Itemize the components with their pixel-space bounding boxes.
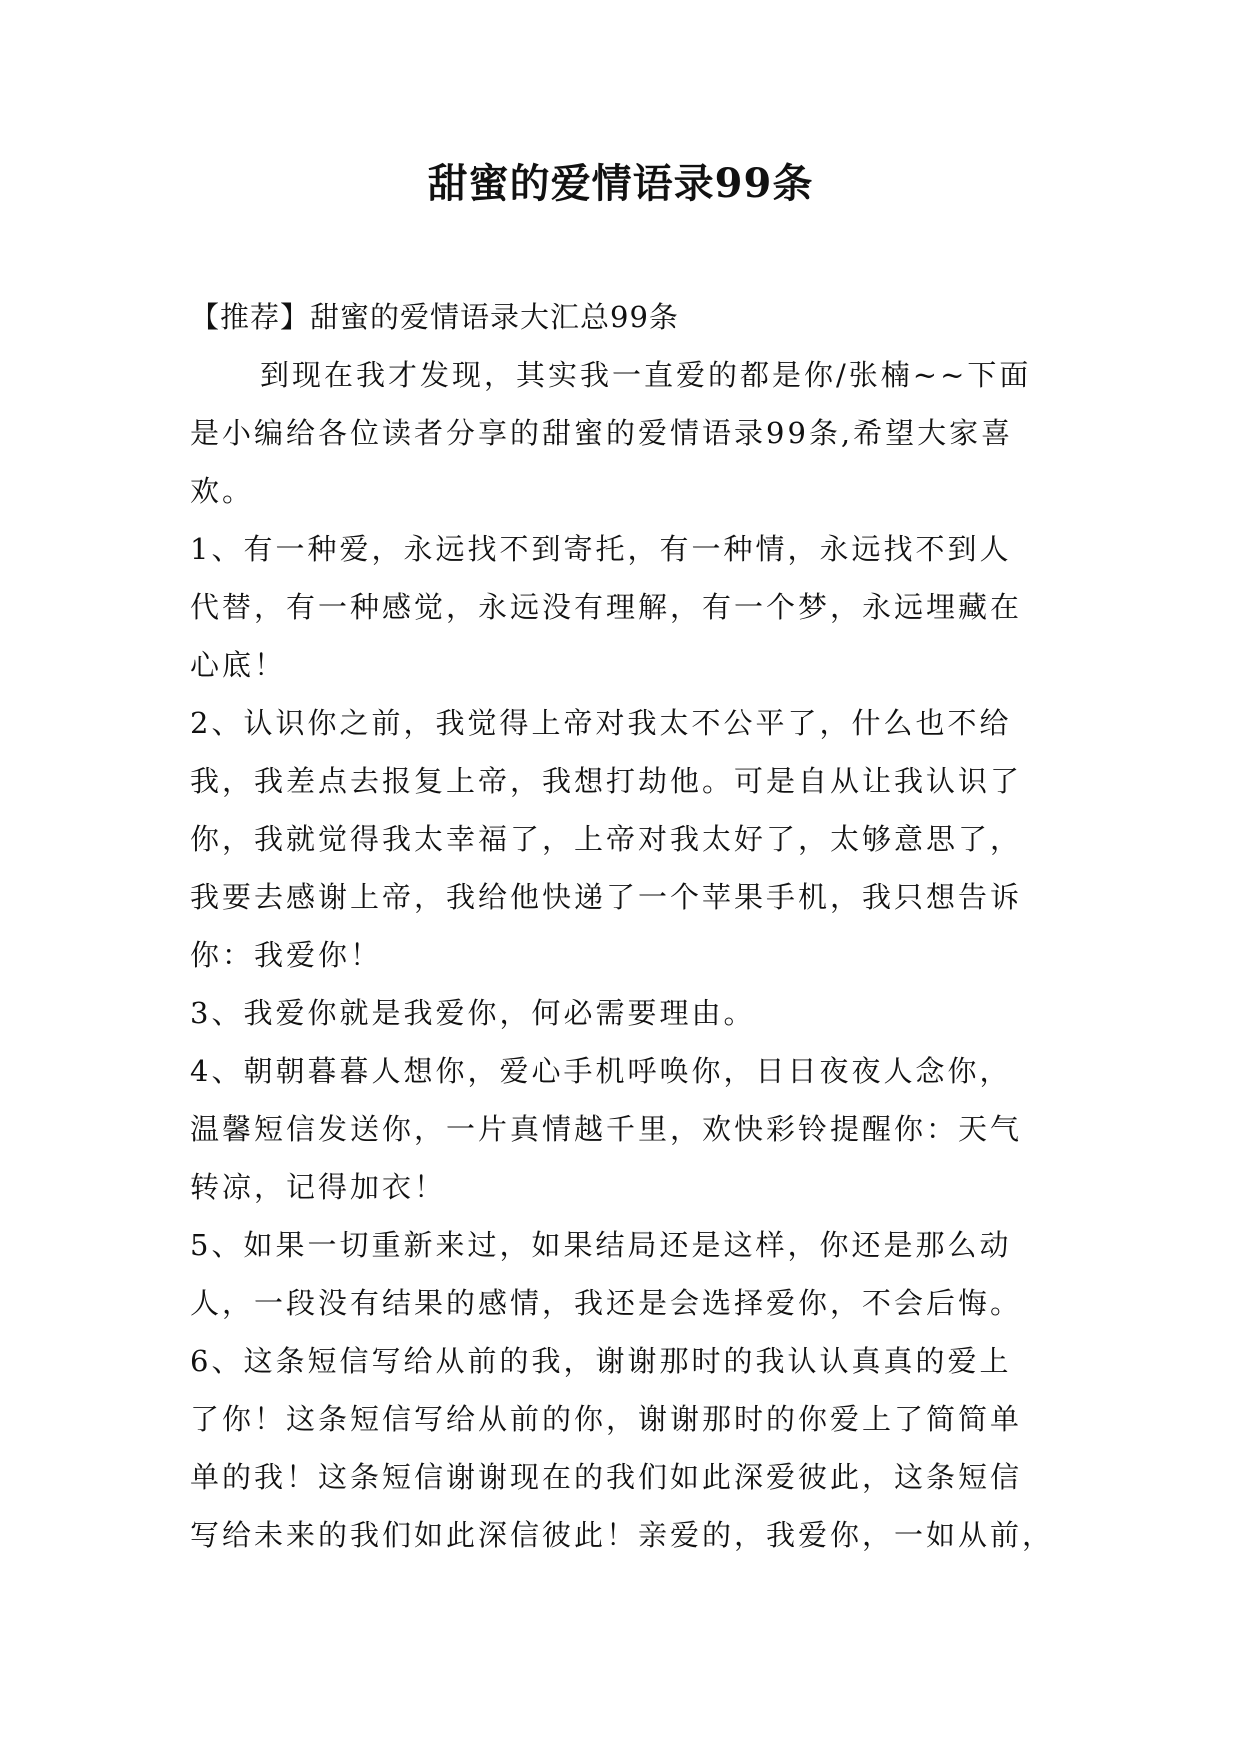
quote-line: 单的我！这条短信谢谢现在的我们如此深爱彼此，这条短信 (190, 1460, 1023, 1494)
quote-line: 5、如果一切重新来过，如果结局还是这样，你还是那么动 (190, 1228, 1012, 1262)
intro-line: 欢。 (190, 474, 255, 508)
quote-line: 代替，有一种感觉，永远没有理解，有一个梦，永远埋藏在 (190, 590, 1023, 624)
quote-line: 你：我爱你！ (190, 938, 383, 972)
quote-line: 3、我爱你就是我爱你，何必需要理由。 (190, 996, 756, 1030)
quote-line: 1、有一种爱，永远找不到寄托，有一种情，永远找不到人 (190, 532, 1012, 566)
quote-line: 温馨短信发送你，一片真情越千里，欢快彩铃提醒你：天气 (190, 1112, 1023, 1146)
quote-line: 人，一段没有结果的感情，我还是会选择爱你，不会后悔。 (190, 1286, 1023, 1320)
document-title: 甜蜜的爱情语录99条 (427, 160, 814, 207)
quote-line: 你，我就觉得我太幸福了，上帝对我太好了，太够意思了， (190, 822, 1023, 856)
quote-line: 2、认识你之前，我觉得上帝对我太不公平了，什么也不给 (190, 706, 1012, 740)
quote-line: 了你！这条短信写给从前的你，谢谢那时的你爱上了简简单 (190, 1402, 1023, 1436)
document-body (190, 288, 1060, 1564)
quote-line: 心底！ (190, 648, 287, 682)
intro-line: 到现在我才发现，其实我一直爱的都是你/张楠~~下面 (260, 358, 1032, 392)
recommend-line: 【推荐】甜蜜的爱情语录大汇总99条 (190, 300, 679, 334)
quote-line: 写给未来的我们如此深信彼此！亲爱的，我爱你，一如从前， (190, 1518, 1055, 1552)
intro-line: 是小编给各位读者分享的甜蜜的爱情语录99条,希望大家喜 (190, 416, 1014, 450)
quote-line: 6、这条短信写给从前的我，谢谢那时的我认认真真的爱上 (190, 1344, 1012, 1378)
quote-line: 我要去感谢上帝，我给他快递了一个苹果手机，我只想告诉 (190, 880, 1023, 914)
quote-line: 4、朝朝暮暮人想你，爱心手机呼唤你，日日夜夜人念你， (190, 1054, 1012, 1088)
quote-line: 我，我差点去报复上帝，我想打劫他。可是自从让我认识了 (190, 764, 1023, 798)
quote-line: 转凉，记得加衣！ (190, 1170, 447, 1204)
